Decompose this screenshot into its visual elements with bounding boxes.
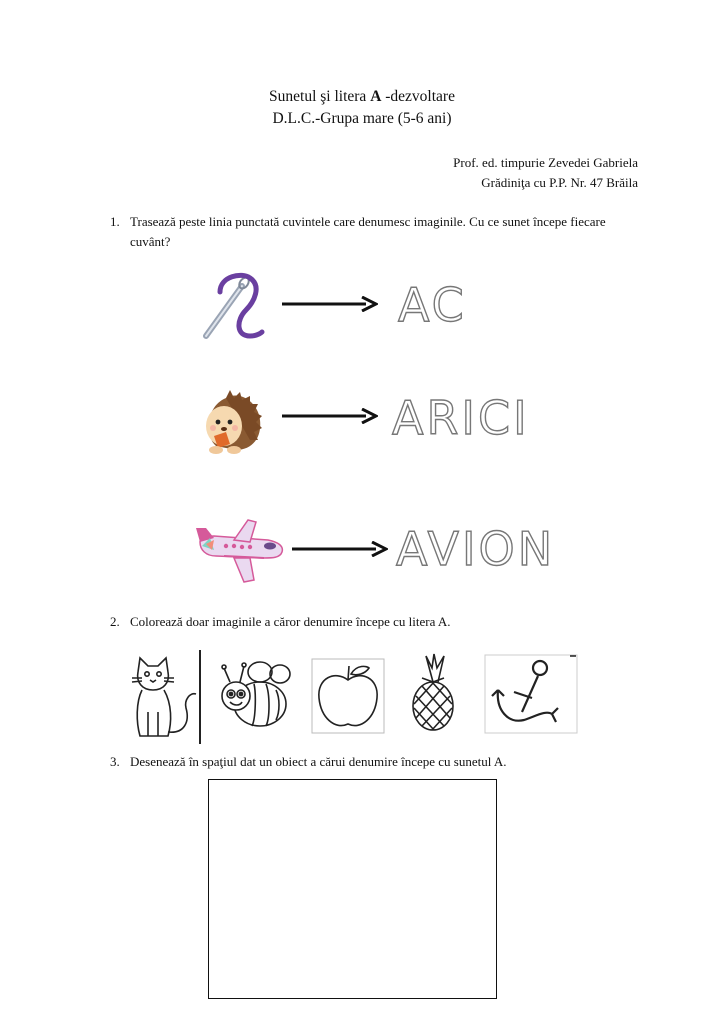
task-1-text: Trasează peste linia punctată cuvintele care denumesc imaginile. Cu ce sunet începe fiecare cuvânt?: [130, 214, 606, 249]
task-3-number: 3.: [110, 754, 120, 769]
arrow-icon: [282, 296, 378, 312]
needle-thread-icon: [198, 270, 272, 342]
task-2-text: Colorează doar imaginile a căror denumire începe cu litera A.: [130, 614, 451, 629]
task-1: [110, 212, 630, 252]
task-3-text: Desenează în spaţiul dat un obiect a cărui denumire începe cu sunetul A.: [130, 754, 507, 769]
divider-line: [198, 650, 204, 744]
worksheet-subtitle: D.L.C.-Grupa mare (5-6 ani): [272, 110, 452, 127]
arrow-icon: [282, 408, 378, 424]
task-2-number: 2.: [110, 614, 120, 629]
task-2: [110, 612, 630, 632]
drawing-area[interactable]: [208, 779, 497, 999]
trace-word-arici: ARICI: [392, 391, 530, 445]
pineapple-coloring-icon: [404, 652, 462, 734]
apple-coloring-icon: [311, 658, 385, 734]
task-3: [110, 752, 630, 772]
airplane-icon: [194, 516, 286, 586]
bee-coloring-icon: [216, 658, 294, 734]
trace-word-ac: AC: [398, 278, 467, 332]
anchor-coloring-icon: [484, 654, 578, 734]
task-1-number: 1.: [110, 214, 120, 229]
school-name: Grădiniţa cu P.P. Nr. 47 Brăila: [481, 175, 638, 190]
trace-word-avion: AVION: [396, 522, 556, 576]
hedgehog-icon: [196, 386, 266, 456]
cat-coloring-icon: [128, 652, 202, 742]
author-name: Prof. ed. timpurie Zevedei Gabriela: [453, 155, 638, 170]
arrow-icon: [292, 541, 388, 557]
worksheet-title: Sunetul şi litera A -dezvoltare: [269, 88, 455, 105]
